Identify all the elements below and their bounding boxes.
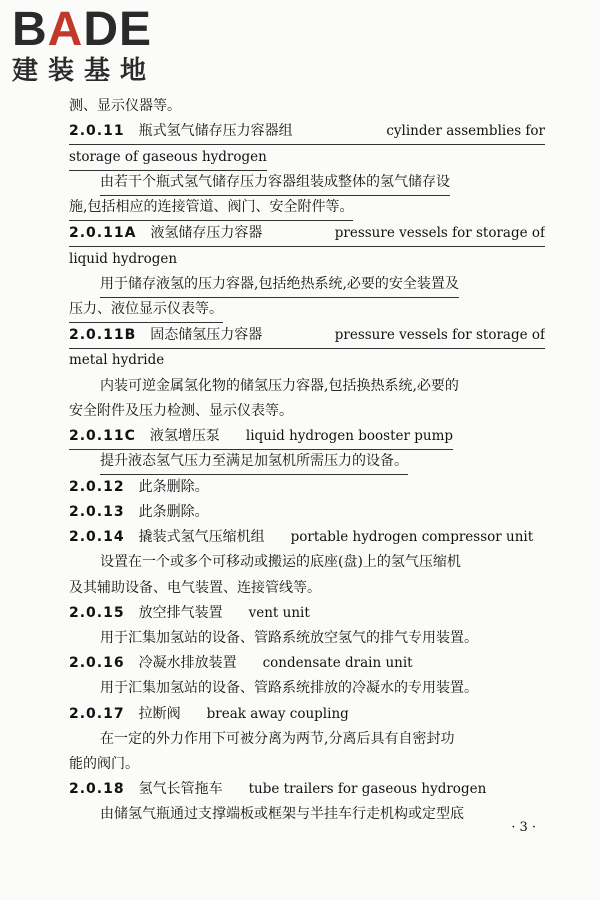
term-english: vent unit [248,604,310,621]
text-line: liquid hydrogen [69,247,545,272]
text-line: 施,包括相应的连接管道、阀门、安全附件等。 [69,196,545,221]
term-number: 2.0.15 [69,604,125,621]
text-line: 用于储存液氢的压力容器,包括绝热系统,必要的安全装置及 [69,272,545,297]
term-number: 2.0.11C [69,427,136,444]
term-english: condensate drain unit [262,655,413,672]
term-chinese: 液氢增压泵 [149,427,220,444]
text-line: 能的阀门。 [69,755,139,772]
term-chinese: 拉断阀 [138,705,181,722]
term-english: pressure vessels for storage of [334,224,545,241]
term-number: 2.0.11B [69,326,137,343]
term-number: 2.0.18 [69,780,125,797]
term-entry-heading [69,475,545,500]
text-line: 由储氢气瓶通过支撑端板或框架与半挂车行走机构或定型底 [69,802,545,827]
text-line: 在一定的外力作用下可被分离为两节,分离后具有自密封功 [100,730,455,747]
term-english: tube trailers for gaseous hydrogen [248,780,487,797]
term-english: pressure vessels for storage of [334,326,545,343]
text-line: 安全附件及压力检测、显示仪表等。 [69,399,545,424]
term-chinese: 冷凝水排放装置 [138,655,237,672]
term-entry-heading [69,424,545,449]
text-line: 内装可逆金属氢化物的储氢压力容器,包括换热系统,必要的 [69,374,545,399]
term-chinese: 固态储氢压力容器 [150,326,263,343]
term-english: portable hydrogen compressor unit [290,529,534,546]
page-number: · 3 · [511,820,536,835]
text-line: 提升液态氢气压力至满足加氢机所需压力的设备。 [69,450,545,475]
logo-subtitle: 建装基地 [12,56,157,86]
text-line: metal hydride [69,349,545,374]
text-line: storage of gaseous hydrogen [69,145,545,170]
term-number: 2.0.11 [69,123,125,140]
term-chinese: 此条删除。 [138,504,209,520]
term-english: liquid hydrogen booster pump [245,427,454,444]
term-chinese: 氢气长管拖车 [138,780,223,797]
term-entry-heading [69,221,545,247]
term-chinese: 瓶式氢气储存压力容器组 [138,123,293,140]
term-number: 2.0.13 [69,504,125,520]
text-line: 用于汇集加氢站的设备、管路系统放空氢气的排气专用装置。 [100,629,478,646]
term-number: 2.0.14 [69,529,125,546]
term-entry-heading [69,500,545,525]
term-english: break away coupling [206,705,349,722]
term-chinese: 放空排气装置 [138,604,223,621]
term-entry-heading [69,119,545,145]
document-body [69,94,545,827]
term-number: 2.0.11A [69,224,137,241]
text-line: 压力、液位显示仪表等。 [69,298,545,323]
text-line: 设置在一个或多个可移动或搬运的底座(盘)上的氢气压缩机 [100,554,461,571]
bade-logo [12,3,172,86]
text-line: 测、显示仪器等。 [69,94,545,119]
term-entry-heading [69,702,545,727]
term-number: 2.0.16 [69,655,125,672]
term-entry-heading [69,651,545,676]
term-english: cylinder assemblies for [386,123,545,140]
term-number: 2.0.17 [69,705,125,722]
term-entry-heading [69,601,545,626]
term-chinese: 液氢储存压力容器 [150,224,263,241]
term-entry-heading [69,525,545,550]
text-line: 用于汇集加氢站的设备、管路系统排放的冷凝水的专用装置。 [100,680,478,697]
term-chinese: 撬装式氢气压缩机组 [138,529,265,546]
term-entry-heading [69,323,545,349]
logo-wordmark: BADE [12,3,153,56]
text-line: 由若干个瓶式氢气储存压力容器组装成整体的氢气储存设 [69,171,545,196]
text-line: 及其辅助设备、电气装置、连接管线等。 [69,579,321,596]
term-entry-heading [69,777,545,802]
term-chinese: 此条删除。 [138,478,209,495]
term-number: 2.0.12 [69,478,125,495]
